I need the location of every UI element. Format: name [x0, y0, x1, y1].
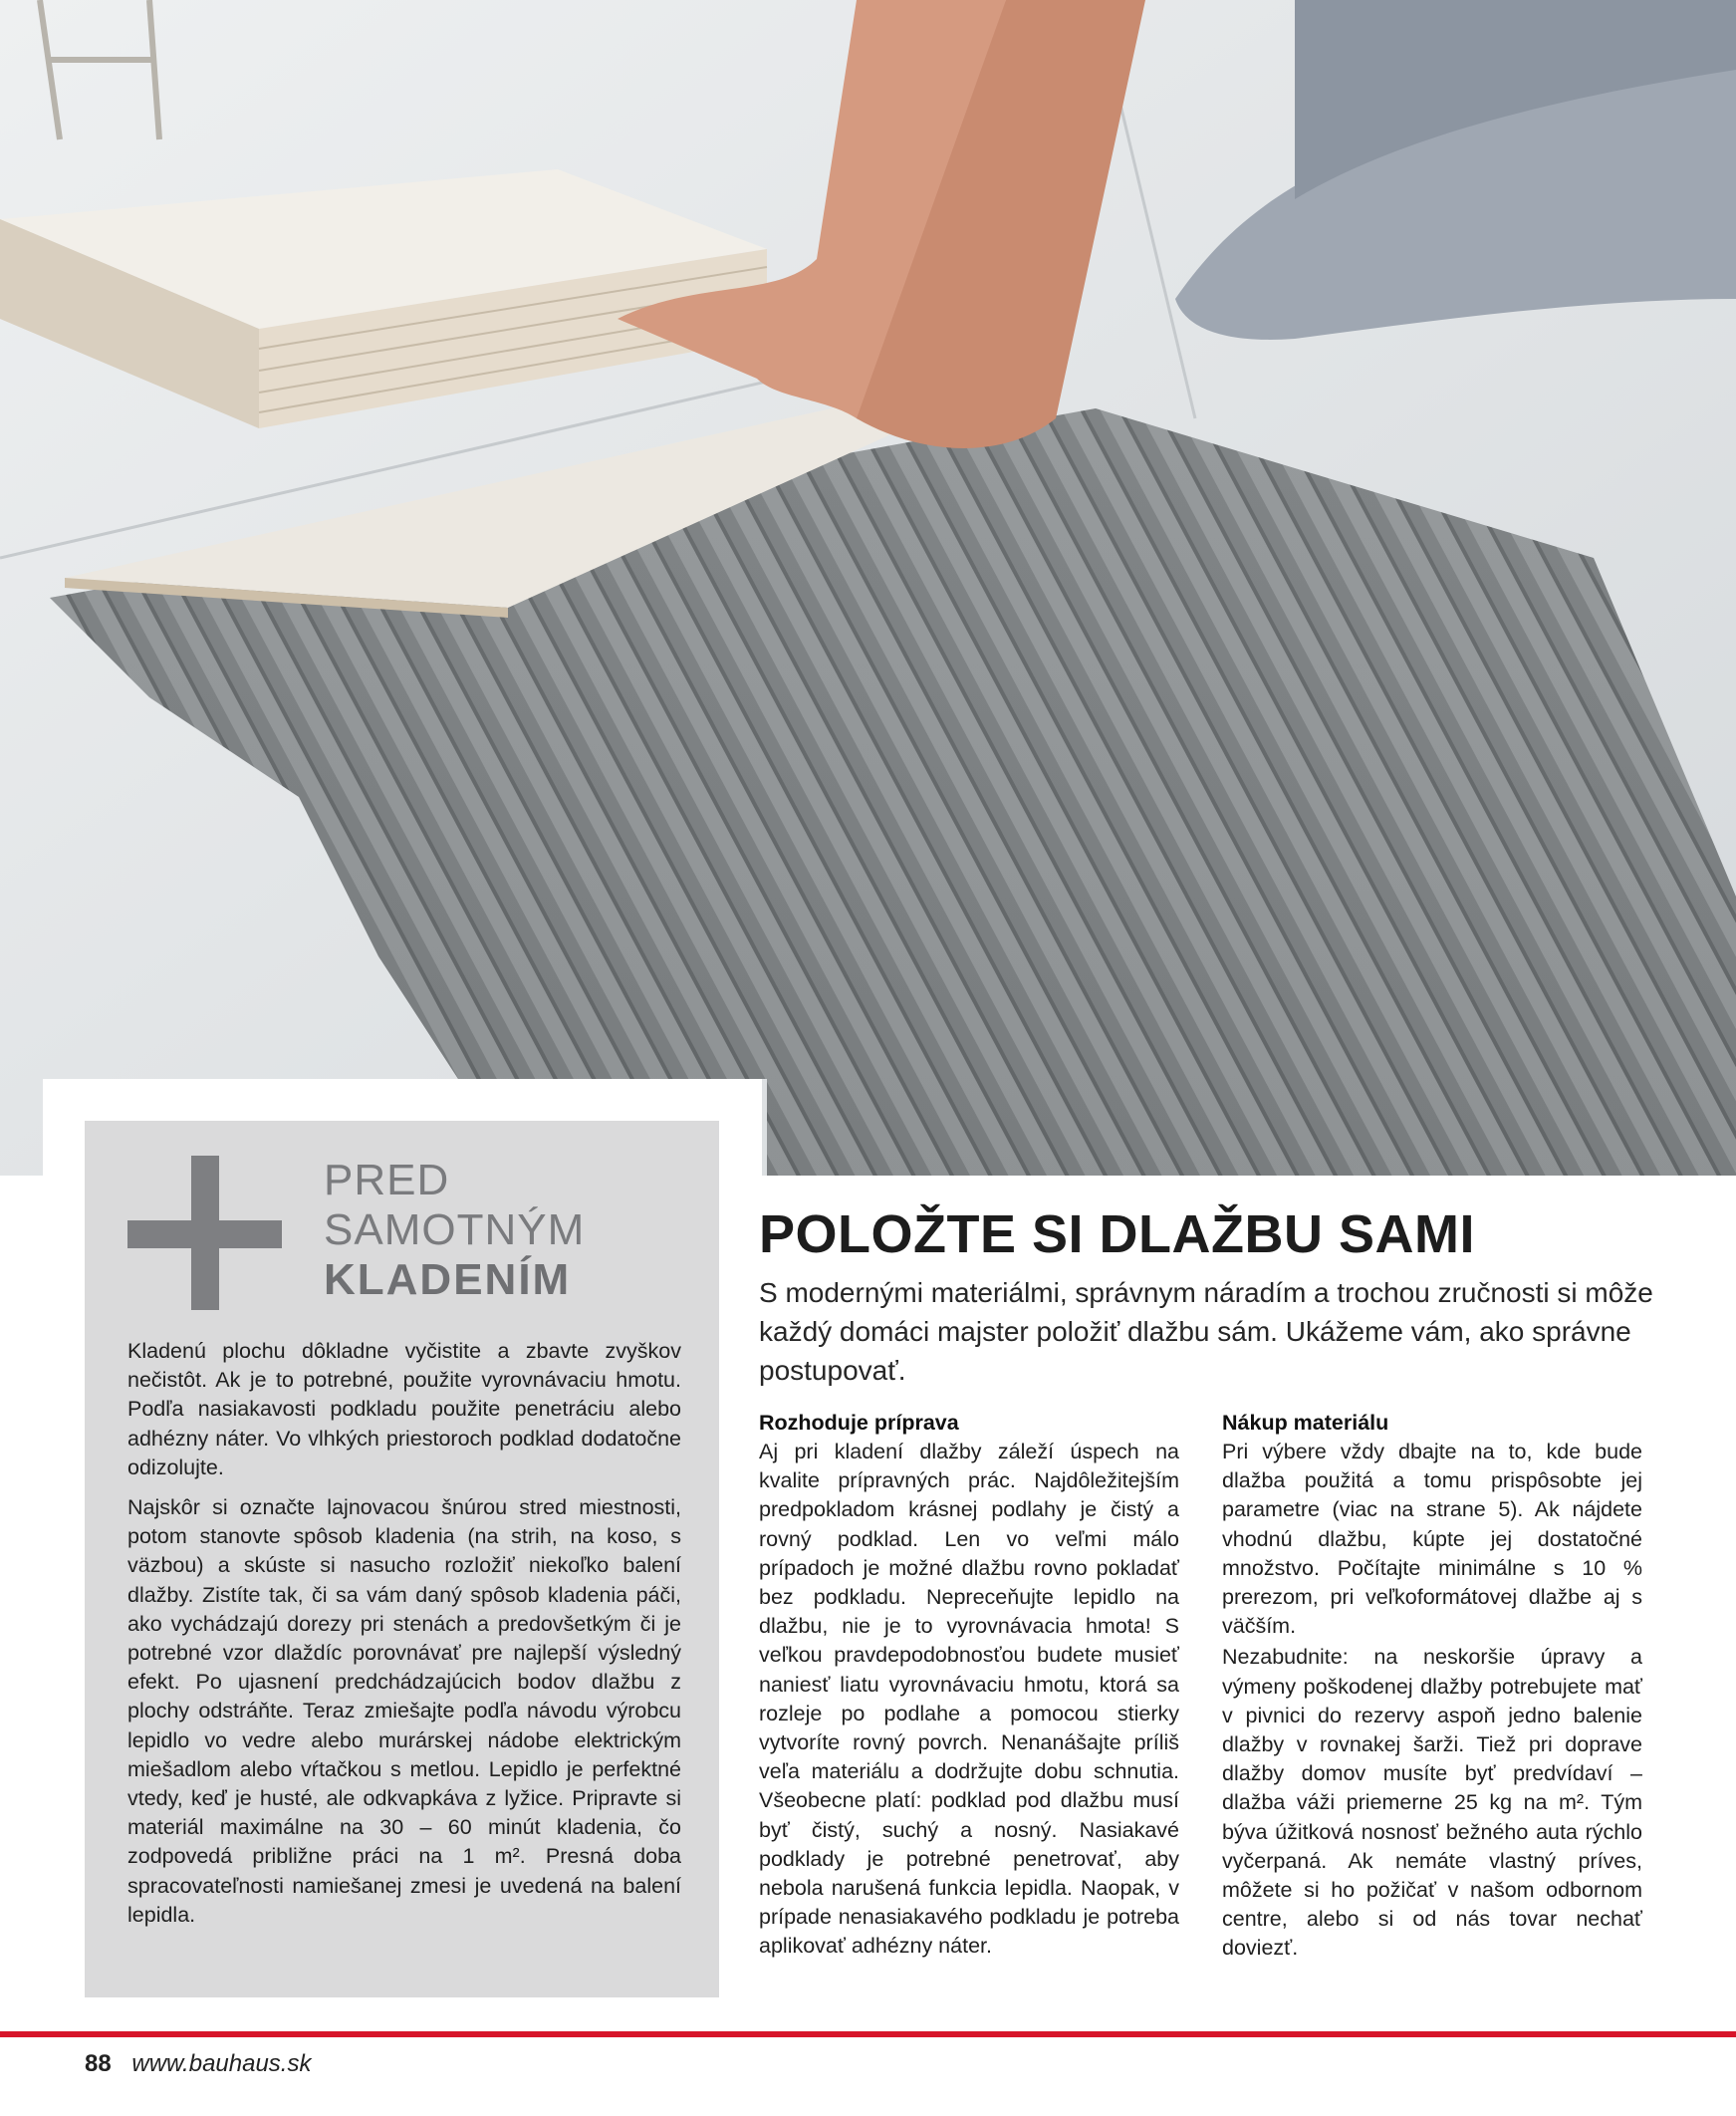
article-lead: S modernými materiálmi, správnym náradím a trochou zručnosti si môže každý domáci majster položiť dlažbu sám. Ukážeme vám, ako správne postupovať.	[759, 1277, 1653, 1386]
page-number: 88	[85, 2050, 112, 2077]
sidebar-title-line2: SAMOTNÝM	[324, 1205, 586, 1254]
sidebar-paragraph-2: Najskôr si označte lajnovacou šnúrou stred miestnosti, potom stanovte spôsob kladenia (na strih, na koso, s väzbou) a skúste si nasucho rozložiť niekoľko balení dlažby. Zistíte tak, či sa vám daný spôsob kladenia páči, ako vychádzajú dorezy pri stenách a predovšetkým či je potrebné vzor dlaždíc porovnávať pre najlepší výsledný efekt. Po ujasnení predchádzajúcich bodov dlažbu z plochy odstráňte. Teraz zmiešajte podľa návodu výrobcu lepidlo vo vedre alebo murárskej nádobe elektrickým miešadlom alebo vŕtačkou s metlou. Lepidlo je perfektné vtedy, keď je husté, ale odkvapkáva z lyžice. Pripravte si materiál maximálne na 30 – 60 minút kladenia, čo zodpovedá približne práci na 1 m². Presná doba spracovateľnosti namiešanej zmesi je uvedená na balení lepidla.	[127, 1495, 681, 1927]
plus-icon-vertical	[191, 1156, 219, 1310]
sidebar-body	[127, 1337, 681, 1941]
column-1-text: Aj pri kladení dlažby záleží úspech na kvalite prípravných prác. Najdôležitejším predpokladom krásnej podlahy je čistý a rovný podklad. Len vo veľmi málo prípadoch je možné dlažbu rovno pokladať bez podkladu. Nepreceňujte lepidlo na dlažbu, nie je to vyrovnávacia hmota! S veľkou pravdepodobnosťou budete musieť naniesť liatu vyrovnávaciu hmotu, ktorá sa rozleje po podlahe a pomocou stierky vytvoríte rovný povrch. Nenanášajte príliš veľa materiálu a dodržujte dobu schnutia. Všeobecne platí: podklad pod dlažbu musí byť čistý, suchý a nosný. Nasiakavé podklady je potrebné penetrovať, aby nebola narušená funkcia lepidla. Naopak, v prípade nenasiakavého podkladu je potreba aplikovať adhézny náter.	[759, 1440, 1179, 1959]
footer-url[interactable]: www.bauhaus.sk	[131, 2050, 312, 2077]
page-footer	[85, 2050, 311, 2078]
column-1-heading: Rozhoduje príprava	[759, 1411, 959, 1435]
sidebar-title-line1: PRED	[324, 1156, 450, 1204]
sidebar-title	[324, 1156, 585, 1305]
column-2-heading: Nákup materiálu	[1222, 1411, 1389, 1435]
article-headline: POLOŽTE SI DLAŽBU SAMI	[759, 1204, 1475, 1264]
column-2-text-2: Nezabudnite: na neskoršie úpravy a výmeny poškodenej dlažby potrebujete mať v pivnici do rezervy aspoň jedno balenie dlažby v rovnakej šarži. Tiež pri doprave dlažby domov musíte byť predvídaví – dlažba váži priemerne 25 kg na m². Tým býva úžitková nosnosť bežného auta rýchlo vyčerpaná. Ak nemáte vlastný príves, môžete si ho požičať v našom odbornom centre, alebo si od nás tovar nechať doviezť.	[1222, 1645, 1642, 1961]
sidebar-paragraph-1: Kladenú plochu dôkladne vyčistite a zbavte zvyškov nečistôt. Ak je to potrebné, použite vyrovnávaciu hmotu. Podľa nasiakavosti podkladu použite penetráciu alebo adhézny náter. Vo vlhkých priestoroch podklad dodatočne odizolujte.	[127, 1339, 681, 1479]
footer-rule	[0, 2031, 1736, 2037]
article-column-1	[759, 1408, 1179, 1964]
article-column-2	[1222, 1408, 1642, 1966]
column-2-text-1: Pri výbere vždy dbajte na to, kde bude dlažba použitá a tomu prispôsobte jej parametre (viac na strane 5). Ak nájdete vhodnú dlažbu, kúpte jej dostatočné množstvo. Počítajte minimálne s 10 % prerezom, pri veľkoformátovej dlažbe aj s väčším.	[1222, 1440, 1642, 1639]
sidebar-title-line3: KLADENÍM	[324, 1255, 572, 1304]
